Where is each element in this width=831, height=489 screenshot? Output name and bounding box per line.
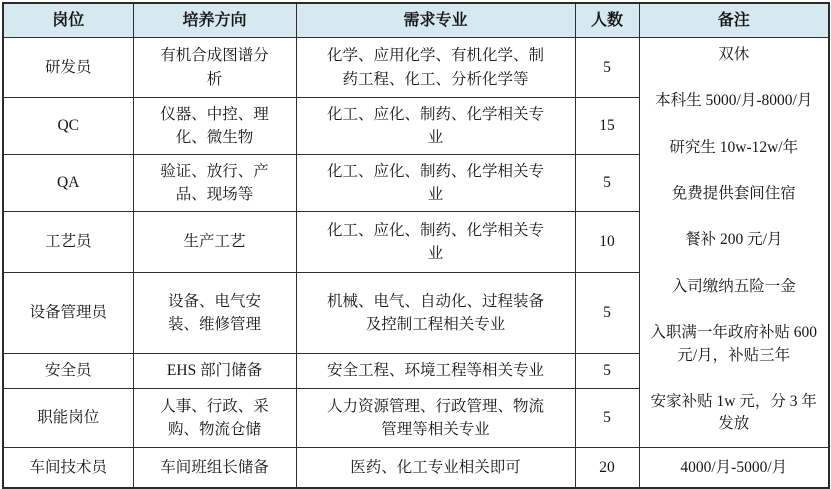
- job-recruitment-table: [2, 2, 830, 489]
- headcount-cell: 5: [575, 354, 639, 389]
- headcount-cell: 5: [575, 273, 639, 354]
- majors-cell: 化工、应化、制药、化学相关专业: [296, 212, 575, 273]
- position-cell: QC: [3, 98, 133, 155]
- column-header-direction: 培养方向: [133, 3, 296, 38]
- direction-cell: 验证、放行、产品、现场等: [133, 155, 296, 212]
- table-row: [3, 448, 829, 488]
- table-row: [3, 38, 829, 98]
- headcount-cell: 5: [575, 155, 639, 212]
- column-header-majors: 需求专业: [296, 3, 575, 38]
- direction-cell: EHS 部门储备: [133, 354, 296, 389]
- direction-cell: 仪器、中控、理化、微生物: [133, 98, 296, 155]
- remark-line: 安家补贴 1w 元，分 3 年发放: [650, 392, 817, 433]
- majors-cell: 人力资源管理、行政管理、物流管理等相关专业: [296, 389, 575, 448]
- remark-line: 双休: [718, 46, 750, 63]
- position-cell: 设备管理员: [3, 273, 133, 354]
- remarks-list: [640, 38, 829, 442]
- header-row: [3, 3, 829, 38]
- direction-cell: 设备、电气安装、维修管理: [133, 273, 296, 354]
- remark-line: 免费提供套间住宿: [671, 185, 796, 203]
- remark-cell: 4000/月-5000/月: [639, 448, 829, 488]
- majors-cell: 化学、应用化学、有机化学、制药工程、化工、分析化学等: [296, 38, 575, 98]
- majors-cell: 机械、电气、自动化、过程装备及控制工程相关专业: [296, 273, 575, 354]
- headcount-cell: 20: [575, 448, 639, 488]
- majors-cell: 医药、化工专业相关即可: [296, 448, 575, 488]
- position-cell: 工艺员: [3, 212, 133, 273]
- remark-line: 餐补 200 元/月: [685, 231, 783, 249]
- direction-cell: 车间班组长储备: [133, 448, 296, 488]
- headcount-cell: 5: [575, 38, 639, 98]
- remark-line: 本科生 5000/月-8000/月: [655, 92, 813, 110]
- remark-line: 入职满一年政府补贴 600 元/月，补贴三年: [650, 324, 818, 364]
- merged-remarks-cell: [639, 38, 829, 448]
- column-header-position: 岗位: [3, 3, 133, 38]
- column-header-headcount: 人数: [575, 3, 639, 38]
- headcount-cell: 10: [575, 212, 639, 273]
- remark-line: 研究生 10w-12w/年: [669, 138, 799, 156]
- headcount-cell: 15: [575, 98, 639, 155]
- position-cell: QA: [3, 155, 133, 212]
- direction-cell: 有机合成图谱分析: [133, 38, 296, 98]
- majors-cell: 化工、应化、制药、化学相关专业: [296, 98, 575, 155]
- direction-cell: 人事、行政、采购、物流仓储: [133, 389, 296, 448]
- majors-cell: 化工、应化、制药、化学相关专业: [296, 155, 575, 212]
- position-cell: 职能岗位: [3, 389, 133, 448]
- majors-cell: 安全工程、环境工程等相关专业: [296, 354, 575, 389]
- direction-cell: 生产工艺: [133, 212, 296, 273]
- headcount-cell: 5: [575, 389, 639, 448]
- position-cell: 安全员: [3, 354, 133, 389]
- remark-line: 入司缴纳五险一金: [671, 277, 796, 295]
- position-cell: 研发员: [3, 38, 133, 98]
- column-header-remarks: 备注: [639, 3, 829, 38]
- position-cell: 车间技术员: [3, 448, 133, 488]
